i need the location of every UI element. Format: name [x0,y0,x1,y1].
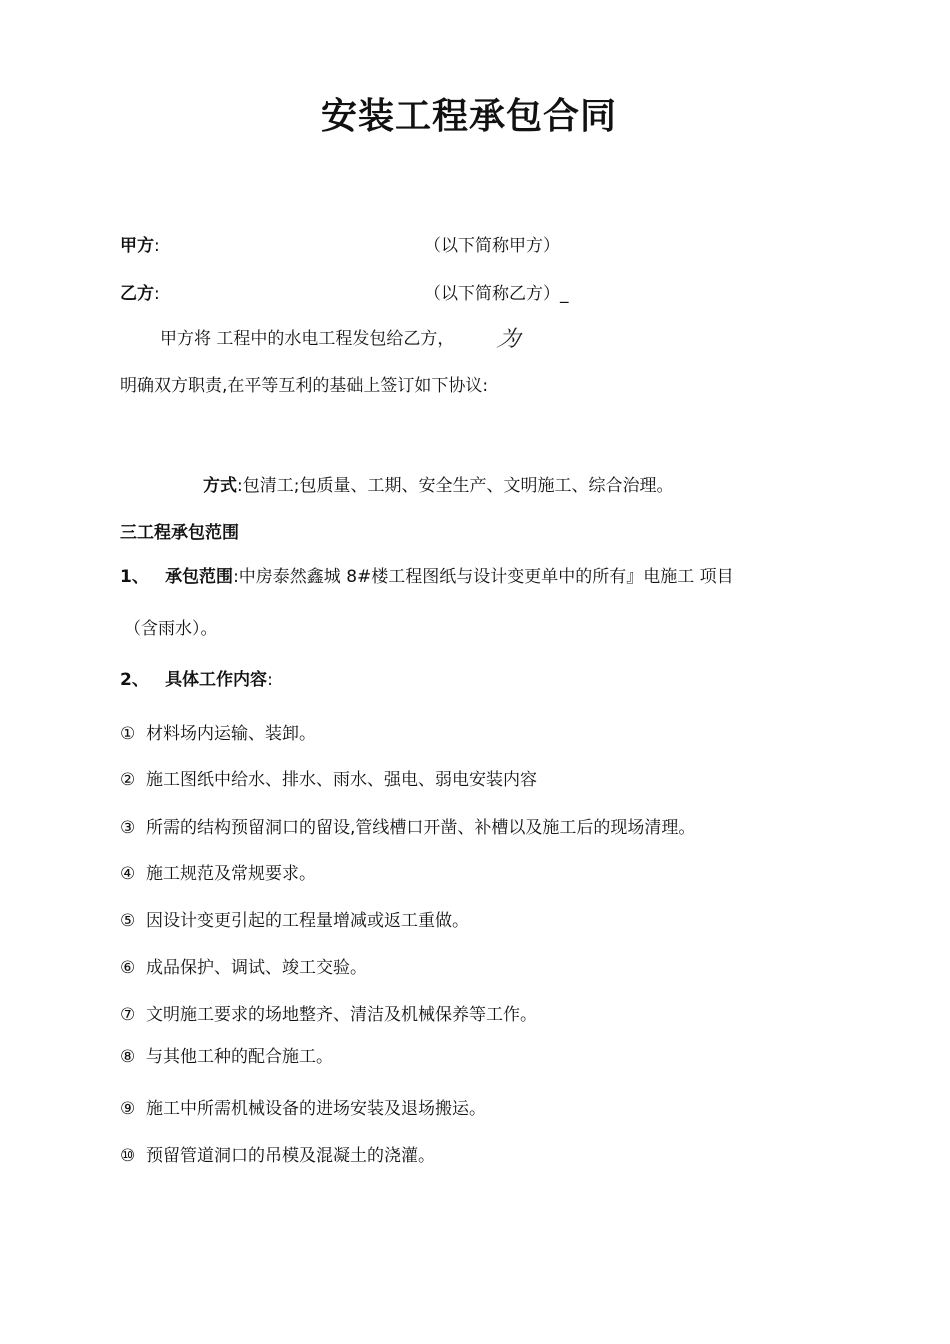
item-1-number: 1、 [120,567,149,587]
document-title: 安装工程承包合同 [320,96,617,137]
list-item-number: ③ [120,818,136,838]
party-a-line [120,234,160,258]
list-item-number: ② [120,770,136,790]
intro-line-2: 明确双方职责,在平等互利的基础上签订如下协议: [120,376,489,396]
list-item [120,1097,486,1121]
list-item-number: ⑤ [120,911,136,931]
item-2-sep: : [267,670,273,690]
item-2-label: 具体工作内容 [165,670,268,690]
handwritten-mark: 为 [494,327,523,352]
item-1-text: :中房泰然鑫城 8#楼工程图纸与设计变更单中的所有』电施工 项目 [233,567,734,587]
intro-line-1: 甲方将 工程中的水电工程发包给乙方， [160,329,455,349]
method-text: :包清工;包质量、工期、安全生产、文明施工、综合治理。 [237,476,674,496]
list-item-text: 与其他工种的配合施工。 [146,1047,333,1067]
list-item [120,1045,333,1069]
list-item-text: 成品保护、调试、竣工交验。 [146,958,367,978]
list-item-number: ④ [120,864,136,884]
section-3-title: 三工程承包范围 [120,523,239,543]
list-item-number: ⑥ [120,958,136,978]
list-item [120,1003,537,1027]
list-item-number: ⑩ [120,1146,136,1166]
list-item-number: ① [120,724,136,744]
list-item-text: 材料场内运输、装卸。 [146,724,316,744]
list-item-text: 文明施工要求的场地整齐、清洁及机械保养等工作。 [146,1005,537,1025]
list-item-text: 施工中所需机械设备的进场安装及退场搬运。 [146,1099,486,1119]
item-1-label: 承包范围 [165,567,234,587]
item-2 [120,668,273,692]
list-item [120,816,695,840]
list-item [120,956,367,980]
list-item-text: 施工图纸中给水、排水、雨水、强电、弱电安装内容 [146,770,537,790]
party-b-line [120,282,160,306]
party-a-sep: : [154,236,160,256]
list-item [120,768,537,792]
party-a-label: 甲方 [120,236,154,256]
item-1-continuation: （含雨水）。 [124,619,218,639]
method-label: 方式 [203,476,237,496]
party-b-note: （以下简称乙方）_ [424,284,569,304]
list-item-text: 因设计变更引起的工程量增减或返工重做。 [146,911,469,931]
party-b-sep: : [154,284,160,304]
item-2-number: 2、 [120,670,149,690]
list-item [120,909,469,933]
list-item [120,722,316,746]
list-item [120,1144,435,1168]
contract-method [203,474,673,498]
party-a-note: （以下简称甲方） [424,236,560,256]
item-1 [120,565,734,589]
party-b-label: 乙方 [120,284,154,304]
list-item [120,862,316,886]
list-item-number: ⑨ [120,1099,136,1119]
list-item-text: 施工规范及常规要求。 [146,864,316,884]
list-item-text: 预留管道洞口的吊模及混凝土的浇灌。 [146,1146,435,1166]
list-item-number: ⑧ [120,1047,136,1067]
list-item-text: 所需的结构预留洞口的留设,管线槽口开凿、补槽以及施工后的现场清理。 [146,818,696,838]
list-item-number: ⑦ [120,1005,136,1025]
